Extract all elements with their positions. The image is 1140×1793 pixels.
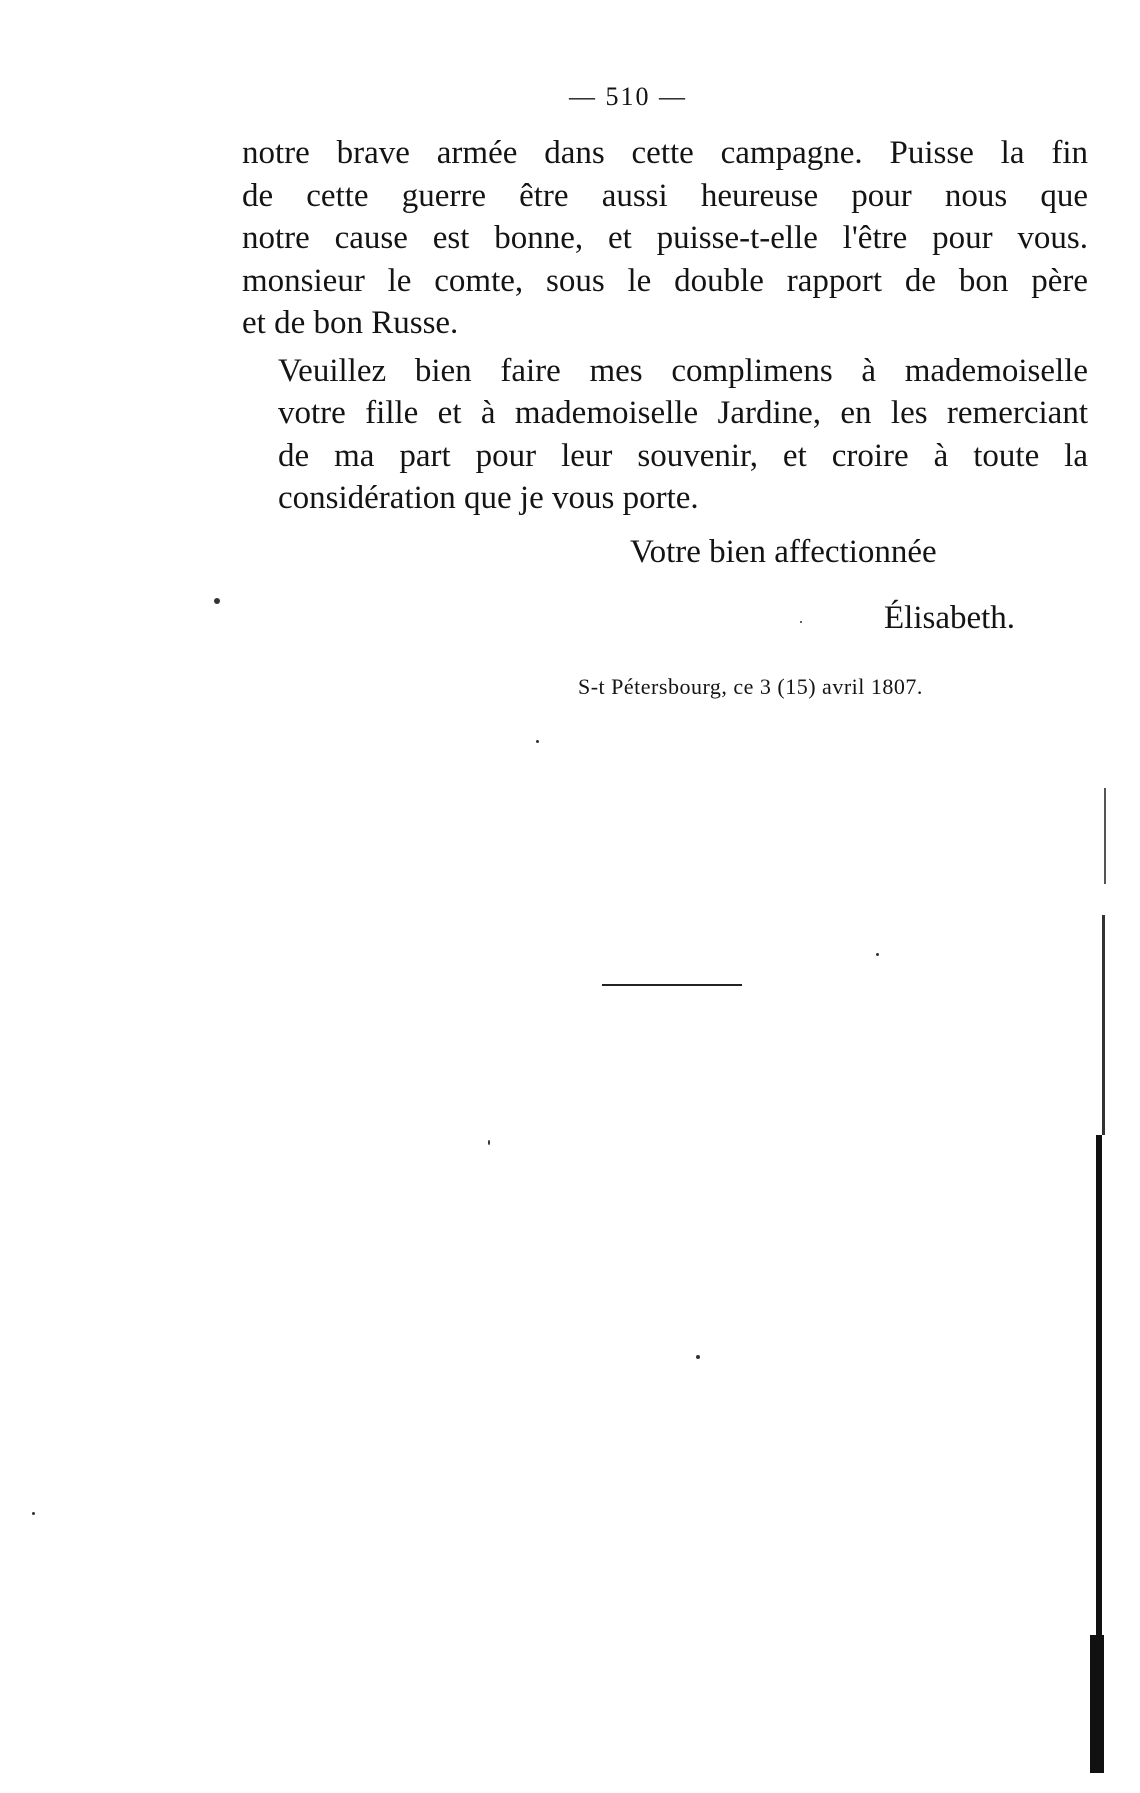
page-edge-shadow (1096, 1135, 1102, 1635)
paragraph-2-line: votre fille et à mademoiselle Jardine, en les remerciant (278, 395, 1088, 431)
paragraph-2-line: Veuillez bien faire mes complimens à mademoiselle (278, 352, 1088, 389)
signature: Élisabeth. (884, 600, 1016, 636)
paragraph-1-line: et de bon Russe. (242, 305, 459, 341)
letter-body (242, 132, 1088, 520)
paragraph-1-line: de cette guerre être aussi heureuse pour nous que (242, 177, 1088, 214)
scan-speck (536, 740, 539, 743)
scan-speck (32, 1512, 35, 1515)
paragraph-1-line: notre cause est bonne, et puisse-t-elle l'être pour vous. (242, 220, 1088, 256)
scan-speck (876, 953, 879, 956)
scan-speck (800, 621, 802, 623)
scan-speck (488, 1140, 490, 1145)
paragraph-1-line: monsieur le comte, sous le double rapport de bon père (242, 262, 1088, 299)
paragraph-1 (242, 132, 1088, 345)
paragraph-2 (242, 350, 1088, 520)
page-number: — 510 — (569, 82, 687, 111)
scan-speck (214, 598, 220, 604)
dateline: S-t Pétersbourg, ce 3 (15) avril 1807. (578, 674, 923, 699)
section-rule (602, 984, 742, 986)
page-edge-shadow (1104, 788, 1106, 884)
page-edge-shadow (1090, 1635, 1104, 1773)
scan-speck (696, 1355, 700, 1359)
paragraph-2-line: considération que je vous porte. (278, 480, 699, 516)
paragraph-1-line: notre brave armée dans cette campagne. Puisse la fin (242, 135, 1088, 171)
page-edge-shadow (1102, 915, 1105, 1135)
closing-salutation: Votre bien affectionnée (630, 534, 937, 570)
paragraph-2-line: de ma part pour leur souvenir, et croire à toute la (278, 437, 1088, 474)
